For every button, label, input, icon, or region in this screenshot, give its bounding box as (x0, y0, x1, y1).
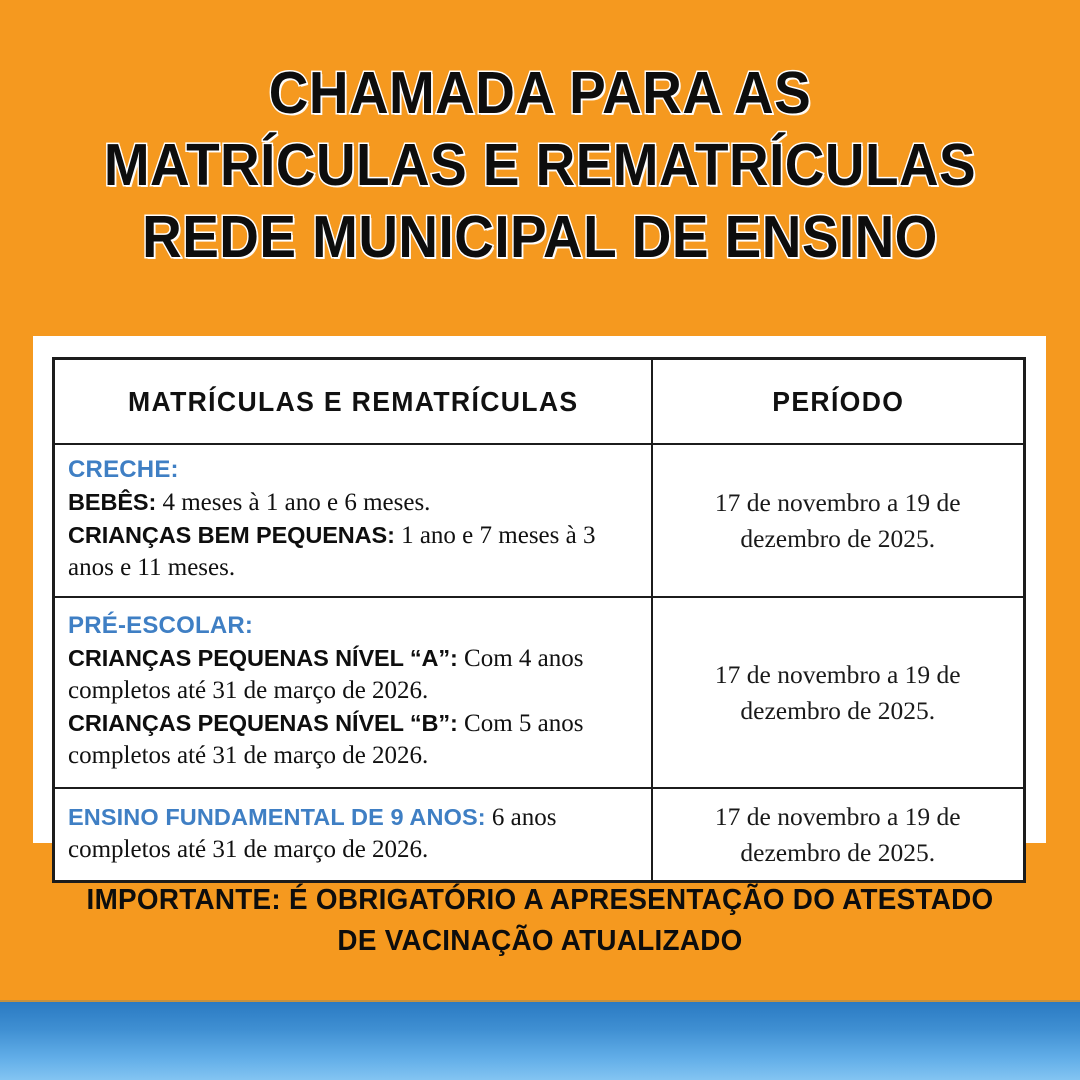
table-row (54, 444, 1025, 597)
item-text: 6 anos completos até 31 de março de 2026. (68, 803, 557, 863)
group-title-pre-escolar: PRÉ-ESCOLAR: (68, 612, 254, 640)
item-text: 1 ano e 7 meses à 3 anos e 11 meses. (68, 521, 596, 582)
group-title-creche: CRECHE: (68, 456, 179, 484)
table-row (54, 788, 1025, 882)
schedule-card (33, 336, 1046, 867)
cell-period-creche: 17 de novembro a 19 de dezembro de 2025. (652, 444, 1025, 597)
headline-line-2: MATRÍCULAS E REMATRÍCULAS (103, 132, 977, 198)
item-label: BEBÊS: (68, 489, 157, 516)
cell-period-pre-escolar: 17 de novembro a 19 de dezembro de 2025. (652, 597, 1025, 788)
cell-ensino-fundamental-details (54, 788, 652, 882)
table-header-row (54, 359, 1025, 445)
column-header-enrollment: MATRÍCULAS E REMATRÍCULAS (68, 359, 636, 445)
column-header-period: PERÍODO (661, 359, 1015, 445)
cell-period-ensino-fundamental: 17 de novembro a 19 de dezembro de 2025. (652, 788, 1025, 882)
item-text: 4 meses à 1 ano e 6 meses. (156, 489, 431, 517)
item-nivel-a (68, 643, 639, 708)
item-ensino-fundamental (68, 802, 639, 867)
item-label: ENSINO FUNDAMENTAL DE 9 ANOS: (68, 803, 486, 830)
footer-note (0, 880, 1080, 962)
item-bebes (68, 487, 639, 520)
item-label: CRIANÇAS PEQUENAS NÍVEL “B”: (68, 709, 458, 736)
item-text: Com 4 anos completos até 31 de março de 2026. (68, 644, 584, 705)
item-label: CRIANÇAS BEM PEQUENAS: (68, 521, 395, 548)
table-row (54, 597, 1025, 788)
footer-line-2: DE VACINAÇÃO ATUALIZADO (337, 925, 743, 958)
cell-pre-escolar-details (54, 597, 652, 788)
headline-line-3: REDE MUNICIPAL DE ENSINO (142, 204, 938, 270)
footer-line-1: IMPORTANTE: É OBRIGATÓRIO A APRESENTAÇÃO DO ATESTADO (86, 884, 994, 916)
item-label: CRIANÇAS PEQUENAS NÍVEL “A”: (68, 644, 458, 671)
item-nivel-b (68, 708, 639, 773)
headline-line-1: CHAMADA PARA AS (268, 60, 812, 126)
page-title (0, 60, 1080, 280)
item-text: Com 5 anos completos até 31 de março de 2026. (68, 709, 584, 770)
cell-creche-details (54, 444, 652, 597)
bottom-blue-strip (0, 1002, 1080, 1080)
item-criancas-bem-pequenas (68, 520, 639, 585)
enrollment-table (52, 357, 1026, 883)
